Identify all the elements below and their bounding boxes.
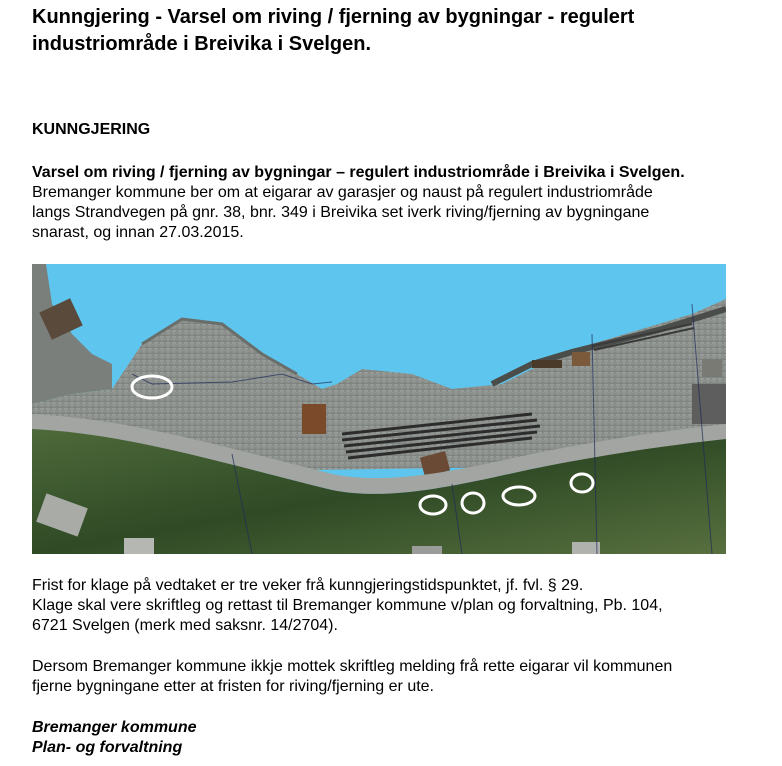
house-bottom-left-2 [124, 538, 154, 554]
house-bottom-center [412, 546, 442, 554]
deadline-line-3: 6721 Svelgen (merk med saksnr. 14/2704). [32, 617, 338, 634]
intro-line-2: langs Strandvegen på gnr. 38, bnr. 349 i Breivika set iverk riving/fjerning av bygningane [32, 204, 650, 221]
intro-line-3: snarast, og innan 27.03.2015. [32, 224, 244, 241]
signature-municipality: Bremanger kommune [32, 719, 197, 736]
deadline-line-1: Frist for klage på vedtaket er tre veker frå kunngjeringstidspunktet, jf. fvl. § 29. [32, 577, 584, 594]
deadline-line-2: Klage skal vere skriftleg og rettast til Bremanger kommune v/plan og forvaltning, Pb. 104, [32, 597, 663, 614]
aerial-map-image [32, 264, 726, 554]
intro-line-1: Bremanger kommune ber om at eigarar av garasjer og naust på regulert industriområde [32, 184, 653, 201]
removal-paragraph [32, 657, 772, 697]
house-bottom-right [572, 542, 600, 554]
document-title: Kunngjering - Varsel om riving / fjerning av bygningar - regulert industriområde i Breivika i Svelgen. [32, 6, 635, 55]
shed-top-right [572, 352, 590, 366]
building-right [692, 384, 726, 424]
signature-department: Plan- og forvaltning [32, 739, 183, 756]
notice-subheading: Varsel om riving / fjerning av bygningar – regulert industriområde i Breivika i Svelgen. [32, 164, 685, 181]
shed-center [302, 404, 326, 434]
removal-line-1: Dersom Bremanger kommune ikkje mottek skriftleg melding frå rette eigarar vil kommunen [32, 658, 673, 675]
shed-top-right-2 [532, 360, 562, 368]
deadline-paragraph [32, 576, 772, 636]
signature-block [32, 718, 197, 758]
building-right-2 [702, 359, 722, 377]
intro-paragraph [32, 183, 772, 243]
removal-line-2: fjerne bygningane etter at fristen for riving/fjerning er ute. [32, 678, 434, 695]
announcement-heading: KUNNGJERING [32, 121, 151, 138]
